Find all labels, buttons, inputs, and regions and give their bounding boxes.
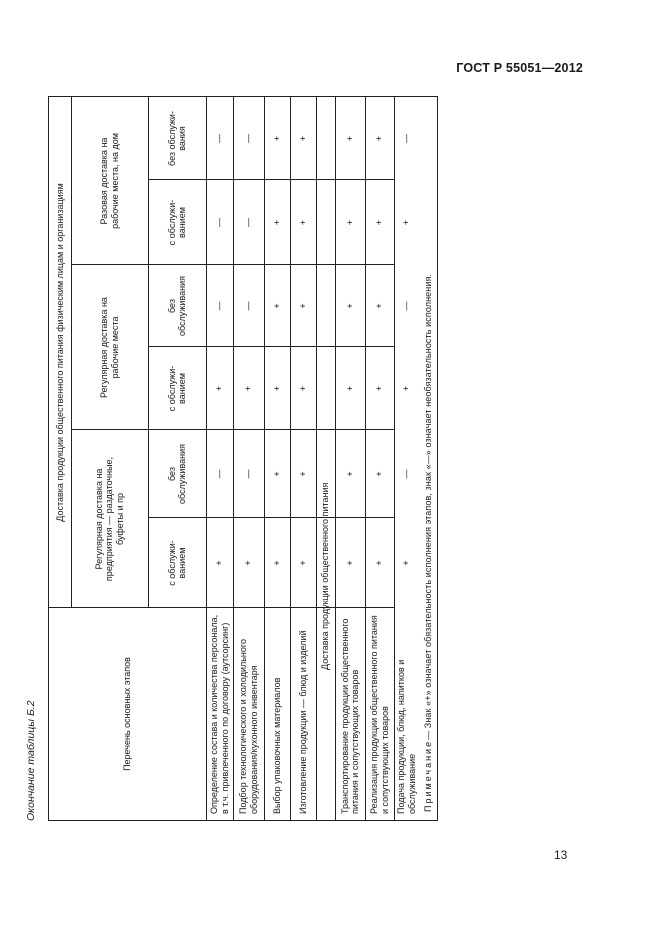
service-header: с обслужи-ванием	[166, 365, 187, 412]
mark-cell: +	[374, 303, 385, 309]
table-note	[419, 97, 437, 820]
mark-cell: —	[401, 469, 412, 479]
rotated-table-block	[25, 96, 438, 821]
mark-cell: +	[214, 560, 225, 566]
mark-cell: +	[271, 219, 282, 226]
mark-cell: +	[297, 303, 308, 309]
mark-cell: +	[401, 219, 412, 226]
mark-cell: +	[271, 471, 282, 477]
stage-cell: Определение состава и количества персонала, в т.ч. привлеченного по договору (аутсорсинг)	[209, 614, 230, 814]
service-header: с обслужи-ванием	[166, 540, 187, 586]
mark-cell: +	[214, 385, 225, 392]
mark-cell: +	[374, 471, 385, 477]
service-header: без обслужи-вания	[166, 111, 187, 166]
stage-cell: Подача продукции, блюд, напитков и обслуживание	[396, 659, 417, 814]
mark-cell: +	[271, 135, 282, 142]
mark-cell: +	[243, 385, 254, 392]
mark-cell: —	[243, 134, 254, 143]
service-header: без обслуживания	[166, 275, 187, 337]
mark-cell: —	[401, 134, 412, 143]
service-header: без обслуживания	[166, 443, 187, 504]
mark-cell: +	[297, 560, 308, 566]
table-caption: Окончание таблицы Б.2	[25, 700, 37, 821]
mark-cell: +	[344, 303, 355, 309]
mark-cell: +	[297, 135, 308, 142]
mark-cell: —	[214, 218, 225, 227]
stage-cell: Подбор технологического и холодильного оборудования/кухонного инвентаря	[238, 639, 259, 814]
section-title: Доставка продукции общественного питания	[320, 482, 331, 670]
mark-cell: —	[214, 301, 225, 311]
mark-cell: +	[401, 385, 412, 392]
mark-cell: —	[401, 301, 412, 311]
stage-cell: Транспортирование продукции общественного питания и сопутствующих товаров	[339, 618, 360, 814]
mark-cell: —	[243, 469, 254, 479]
mark-cell: +	[344, 135, 355, 142]
subgroup-header-enterprises: Регулярная доставка на предприятия — раздаточные, буфеты и пр	[93, 456, 125, 582]
mark-cell: +	[271, 560, 282, 566]
standard-designation: ГОСТ Р 55051—2012	[456, 61, 583, 75]
subgroup-header-workplaces: Регулярная доставка на рабочие места	[99, 297, 120, 398]
mark-cell: —	[243, 218, 254, 227]
mark-cell: +	[344, 471, 355, 477]
mark-cell: +	[374, 560, 385, 566]
group-header: Доставка продукции общественного питания физическим лицам и организациям	[54, 183, 65, 522]
subgroup-header-one-time: Разовая доставка на рабочие места, на дом	[99, 133, 120, 229]
stage-cell: Выбор упаковочных материалов	[271, 677, 282, 814]
stages-table	[48, 96, 438, 821]
note-text: — Знак «+» означает обязательность исполнения этапов, знак «—» означает необязательность исполнения.	[422, 273, 433, 740]
stage-cell: Изготовление продукции — блюд и изделий	[297, 630, 308, 814]
mark-cell: +	[344, 385, 355, 392]
mark-cell: +	[374, 219, 385, 226]
mark-cell: —	[214, 469, 225, 479]
stage-cell: Реализация продукции общественного питания и сопутствующих товаров	[369, 615, 390, 814]
mark-cell: +	[344, 560, 355, 566]
service-header: с обслужи-ванием	[166, 199, 187, 246]
mark-cell: —	[243, 301, 254, 311]
mark-cell: +	[344, 219, 355, 226]
mark-cell: +	[243, 560, 254, 566]
mark-cell: +	[271, 303, 282, 309]
mark-cell: +	[297, 219, 308, 226]
mark-cell: +	[271, 385, 282, 392]
mark-cell: +	[297, 471, 308, 477]
mark-cell: +	[374, 385, 385, 392]
note-label: Примечание	[422, 739, 433, 812]
mark-cell: +	[374, 135, 385, 142]
mark-cell: +	[401, 560, 412, 566]
mark-cell: —	[214, 134, 225, 143]
page-number: 13	[554, 848, 568, 862]
stage-column-header: Перечень основных этапов	[122, 657, 133, 771]
mark-cell: +	[297, 385, 308, 392]
